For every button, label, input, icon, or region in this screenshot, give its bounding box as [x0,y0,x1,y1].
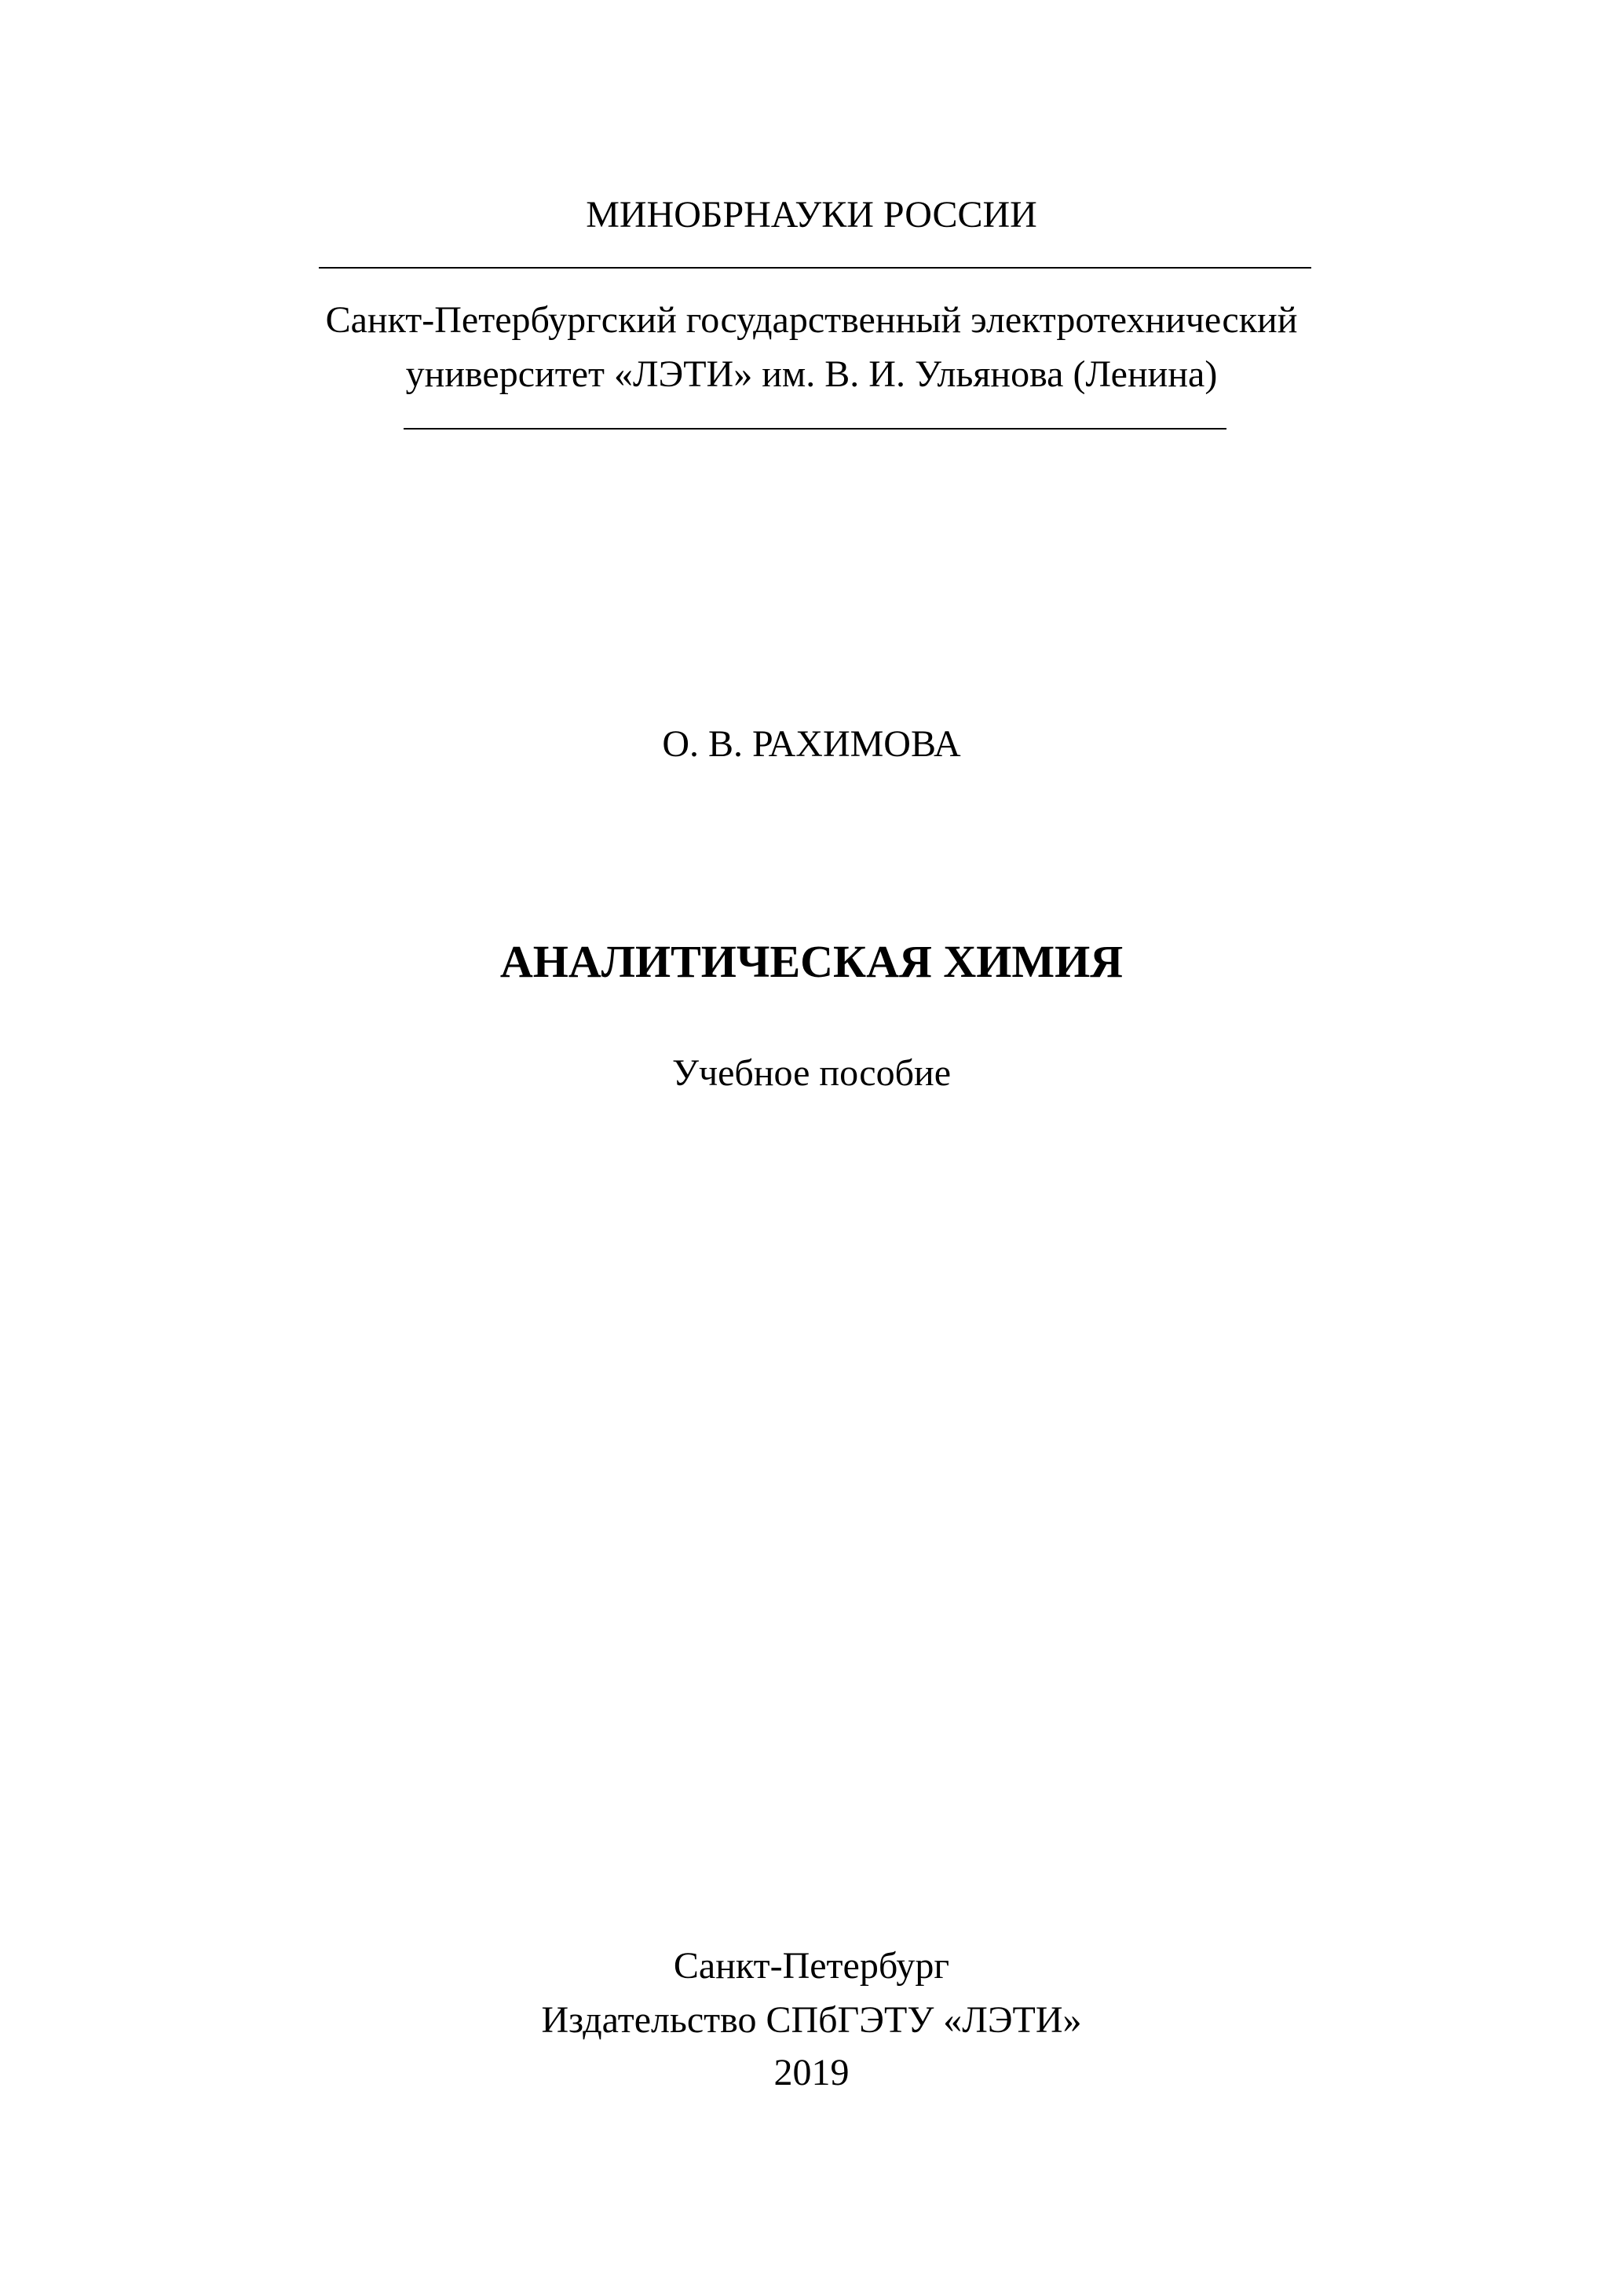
header-divider-top [319,267,1311,269]
ministry-name: МИНОБРНАУКИ РОССИИ [586,194,1037,236]
book-title: АНАЛИТИЧЕСКАЯ ХИМИЯ [499,936,1124,987]
university-name-line-2: университет «ЛЭТИ» им. В. И. Ульянова (Ленина) [405,353,1218,395]
university-name-line-1: Санкт-Петербургский государственный электротехнический [325,299,1298,341]
publication-city: Санкт-Петербург [673,1945,950,1987]
author-name: О. В. РАХИМОВА [662,723,961,765]
publisher-name: Издательство СПбГЭТУ «ЛЭТИ» [541,1999,1082,2041]
publication-year: 2019 [773,2052,850,2093]
header-divider-bottom [404,428,1226,430]
book-subtitle: Учебное пособие [671,1052,952,1094]
